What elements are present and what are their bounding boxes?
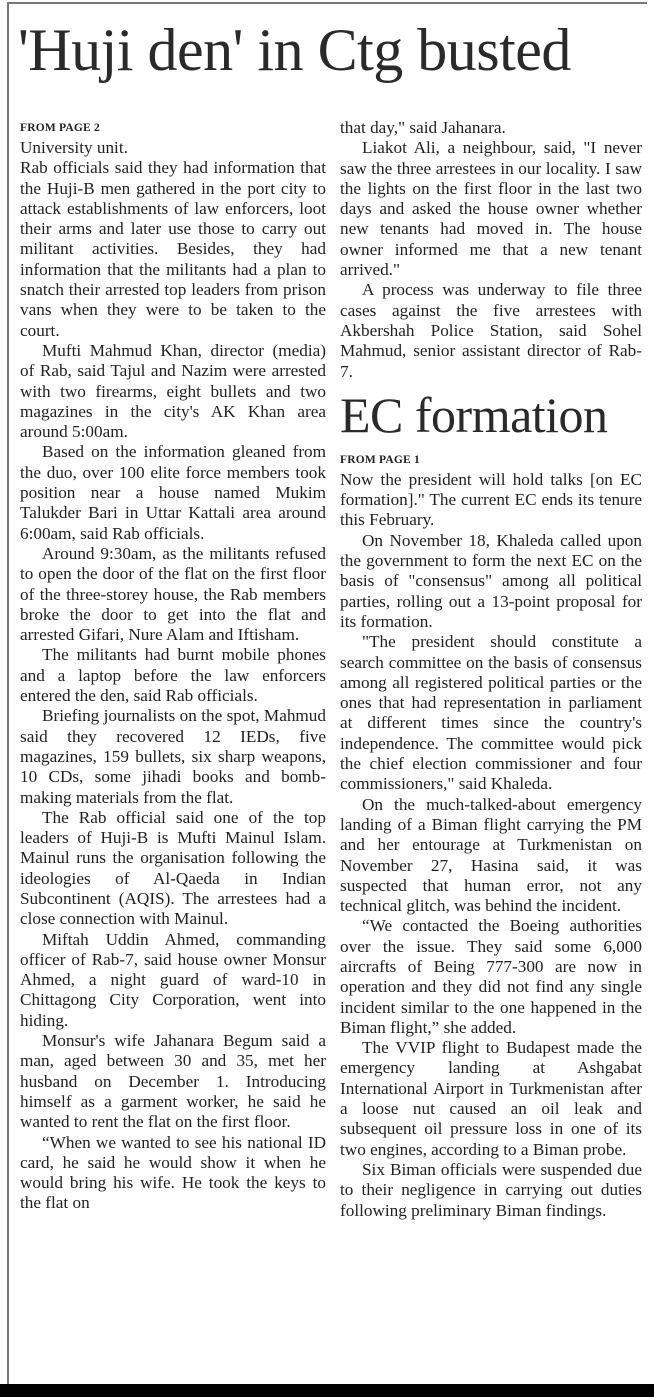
left-rule (7, 2, 9, 1384)
paragraph: Around 9:30am, as the militants refused to open the door of the flat on the first floor of the three-storey house, the Rab members broke the door to get into the flat and arrested Gifari, Nure Alam and Iftisham. (20, 543, 326, 645)
article-headline-huji: 'Huji den' in Ctg busted (18, 17, 571, 83)
paragraph: Now the president will hold talks [on EC formation]." The current EC ends its tenure this February. (340, 469, 642, 530)
paragraph: A process was underway to file three cases against the five arrestees with Akbershah Police Station, said Sohel Mahmud, senior assistant director of Rab-7. (340, 280, 642, 381)
paragraph: The militants had burnt mobile phones and a laptop before the law enforcers entered the den, said Rab officials. (20, 645, 326, 706)
paragraph: “We contacted the Boeing authorities over the issue. They said some 6,000 aircrafts of Being 777-300 are now in operation and they did not find any single incident similar to the one happened in the Biman flight,” she added. (340, 916, 642, 1037)
paragraph: On November 18, Khaleda called upon the government to form the next EC on the basis of "consensus" among all political parties, rolling out a 13-point proposal for its formation. (340, 530, 642, 631)
paragraph: University unit. (20, 138, 128, 157)
right-column (340, 118, 642, 1221)
paragraph: The Rab official said one of the top leaders of Huji-B is Mufti Mainul Islam. Mainul runs the organisation following the ideologies of Al-Qaeda in Indian Subcontinent (AQIS). The arrestees had a close connection with Mainul. (20, 807, 326, 929)
top-rule (7, 2, 647, 4)
paragraph: Six Biman officials were suspended due to their negligence in carrying out duties following preliminary Biman findings. (340, 1159, 642, 1220)
paragraph: that day," said Jahanara. (340, 118, 506, 137)
paragraph: On the much-talked-about emergency landing of a Biman flight carrying the PM and her entourage at Turkmenistan on November 27, Hasina said, it was suspected that human error, not any technical glitch, was behind the incident. (340, 794, 642, 916)
paragraph: Miftah Uddin Ahmed, commanding officer of Rab-7, said house owner Monsur Ahmed, a night guard of ward-10 in Chittagong City Corporation, went into hiding. (20, 929, 326, 1030)
paragraph: "The president should constitute a search committee on the basis of consensus among all registered political parties or the ones that had representation in parliament at different times since the country's independence. The committee would pick the chief election commissioner and four commissioners," said Khaleda. (340, 632, 642, 794)
paragraph: Rab officials said they had information that the Huji-B men gathered in the port city to attack establishments of law enforcers, loot their arms and later use those to carry out militant activities. Besides, they had information that the militants had a plan to snatch their arrested top leaders from prison vans when they were to be taken to the court. (20, 158, 326, 340)
article-headline-ec: EC formation (340, 386, 608, 443)
paragraph: Liakot Ali, a neighbour, said, "I never saw the three arrestees in our locality. I saw the lights on the first floor in the last two days and asked the house owner whether new tenants had moved in. The house owner informed me that a new tenant arrived." (340, 138, 642, 280)
paragraph: The VVIP flight to Budapest made the emergency landing at Ashgabat International Airport in Turkmenistan after a loose nut caused an oil leak and subsequent oil pressure loss in one of its two engines, according to a Biman probe. (340, 1038, 642, 1159)
paragraph: Monsur's wife Jahanara Begum said a man, aged between 30 and 35, met her husband on December 1. Introducing himself as a garment worker, he said he wanted to rent the flat on the first floor. (20, 1031, 326, 1132)
jump-label: FROM PAGE 1 (340, 453, 420, 466)
article-huji-column-1 (20, 118, 326, 1214)
paragraph: Briefing journalists on the spot, Mahmud said they recovered 12 IEDs, five magazines, 159 bullets, six sharp weapons, 10 CDs, some jihadi books and bomb-making materials from the flat. (20, 706, 326, 807)
paragraph: “When we wanted to see his national ID card, he said he would show it when he would bring his wife. He took the keys to the flat on (20, 1132, 326, 1213)
jump-label: FROM PAGE 2 (20, 122, 100, 134)
paragraph: Mufti Mahmud Khan, director (media) of Rab, said Tajul and Nazim were arrested with two firearms, eight bullets and two magazines in the city's AK Khan area around 5:00am. (20, 340, 326, 442)
article-ec-body (340, 450, 642, 1221)
article-huji-column-2 (340, 118, 642, 382)
paragraph: Based on the information gleaned from the duo, over 100 elite force members took position near a house named Mukim Talukder Bari in Uttar Kattali area around 6:00am, said Rab officials. (20, 442, 326, 543)
